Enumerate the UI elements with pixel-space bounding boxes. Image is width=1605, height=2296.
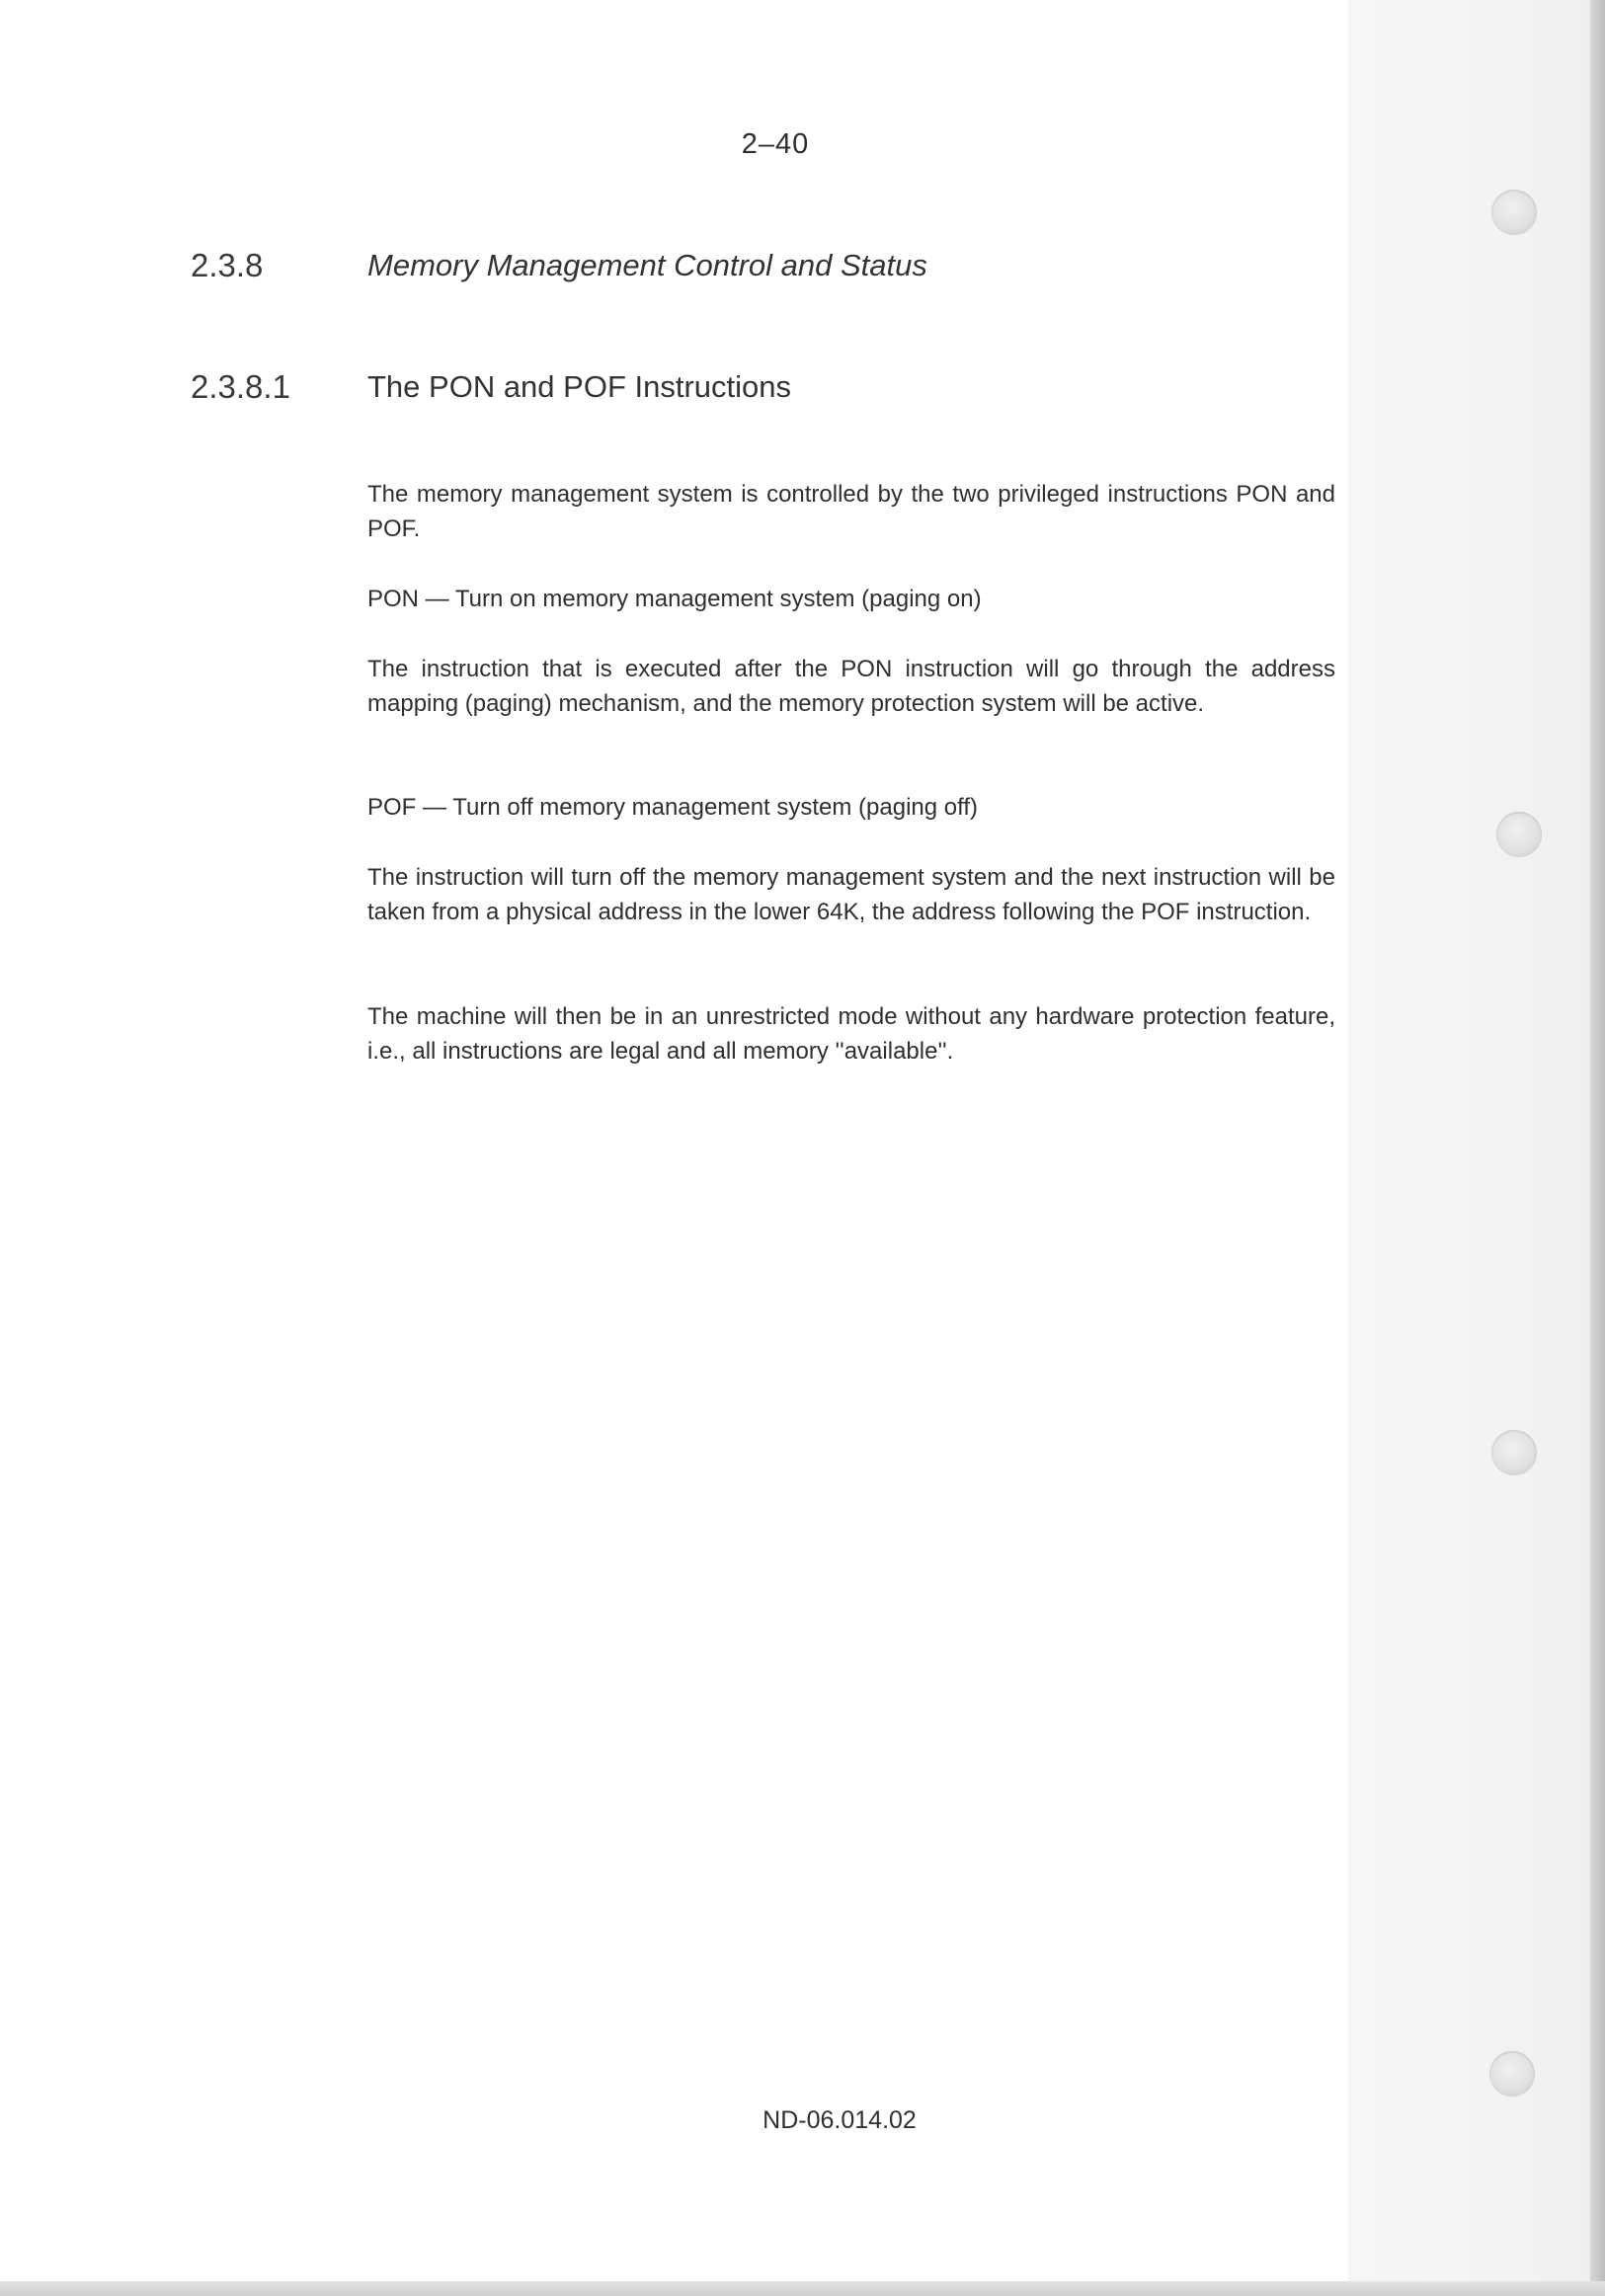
page-bottom-edge	[0, 2281, 1605, 2296]
paragraph-pof-description: The instruction will turn off the memory management system and the next instruction will be taken from a physical address in the lower 64K, the address following the POF instruction.	[367, 864, 1335, 925]
section-title: Memory Management Control and Status	[367, 248, 927, 282]
paragraph-pof-heading: POF — Turn off memory management system (paging off)	[367, 794, 979, 821]
paragraph-intro: The memory management system is controlled by the two privileged instructions PON and POF.	[367, 481, 1335, 542]
binder-hole-icon	[1491, 190, 1537, 235]
paragraph-unrestricted-mode: The machine will then be in an unrestricted mode without any hardware protection feature, i.e., all instructions are legal and all memory ''available''.	[367, 1003, 1335, 1065]
page-edge-shading	[1348, 0, 1590, 2296]
document-code-footer: ND-06.014.02	[762, 2106, 917, 2134]
binder-hole-icon	[1496, 812, 1542, 857]
subsection-number: 2.3.8.1	[191, 368, 290, 405]
section-number: 2.3.8	[191, 247, 264, 283]
page-number: 2–40	[741, 128, 810, 160]
paragraph-pon-description: The instruction that is executed after the PON instruction will go through the address mapping (paging) mechanism, and the memory protection system will be active.	[367, 656, 1335, 717]
page-edge	[1590, 0, 1605, 2296]
paragraph-pon-heading: PON — Turn on memory management system (paging on)	[367, 586, 982, 612]
subsection-title: The PON and POF Instructions	[367, 369, 792, 404]
binder-hole-icon	[1489, 2051, 1535, 2097]
binder-hole-icon	[1491, 1430, 1537, 1475]
